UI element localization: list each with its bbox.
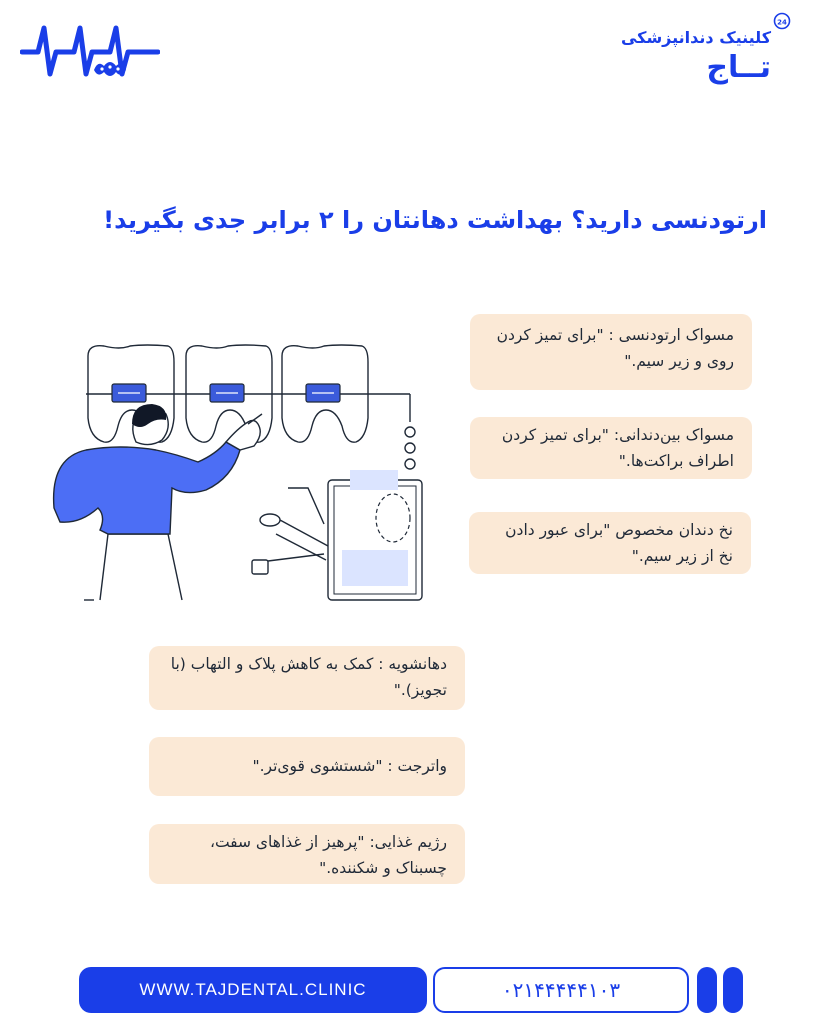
decorative-pill — [723, 967, 743, 1013]
tip-mouthwash — [149, 646, 465, 710]
tip-text: واترجت : "شستشوی قوی‌تر." — [252, 757, 447, 775]
tip-orthodontic-toothbrush — [470, 314, 752, 390]
tip-special-floss — [469, 512, 751, 574]
tip-diet — [149, 824, 465, 884]
bracket-icon — [112, 384, 340, 402]
decorative-pill — [697, 967, 717, 1013]
tip-text: مسواک بین‌دندانی: "برای تمیز کردن اطراف براکت‌ها." — [501, 426, 734, 470]
clock-24-icon — [773, 12, 791, 30]
clipboard-icon — [328, 470, 422, 600]
badge-text: 24 — [777, 18, 787, 27]
phone-number[interactable]: ۰۲۱۴۴۴۴۴۱۰۳ — [433, 967, 689, 1013]
page-title: ارتودنسی دارید؟ بهداشت دهانتان را ۲ برابر جدی بگیرید! — [103, 206, 767, 234]
tip-water-flosser — [149, 737, 465, 796]
dental-tools-icon — [252, 488, 328, 574]
clinic-label: کلینیک دندانپزشکی — [620, 28, 771, 47]
clinic-name: تــاج — [706, 50, 771, 85]
tip-text: نخ دندان مخصوص "برای عبور دادن نخ از زیر سیم." — [505, 521, 733, 565]
tip-text: رژیم غذایی: "پرهیز از غذاهای سفت، چسبناک و شکننده." — [209, 833, 447, 877]
dentist-figure-icon — [54, 404, 262, 600]
clinic-brand — [620, 12, 793, 90]
tooth-pulse-icon — [20, 22, 160, 80]
website-link[interactable]: WWW.TAJDENTAL.CLINIC — [79, 967, 427, 1013]
tip-text: مسواک ارتودنسی : "برای تمیز کردن روی و زیر سیم." — [496, 326, 734, 370]
tip-interdental-brush — [470, 417, 752, 479]
tip-text: دهانشویه : کمک به کاهش پلاک و التهاب (با تجویز)." — [170, 655, 447, 699]
dentist-pointing-at-braces-illustration — [40, 338, 430, 606]
